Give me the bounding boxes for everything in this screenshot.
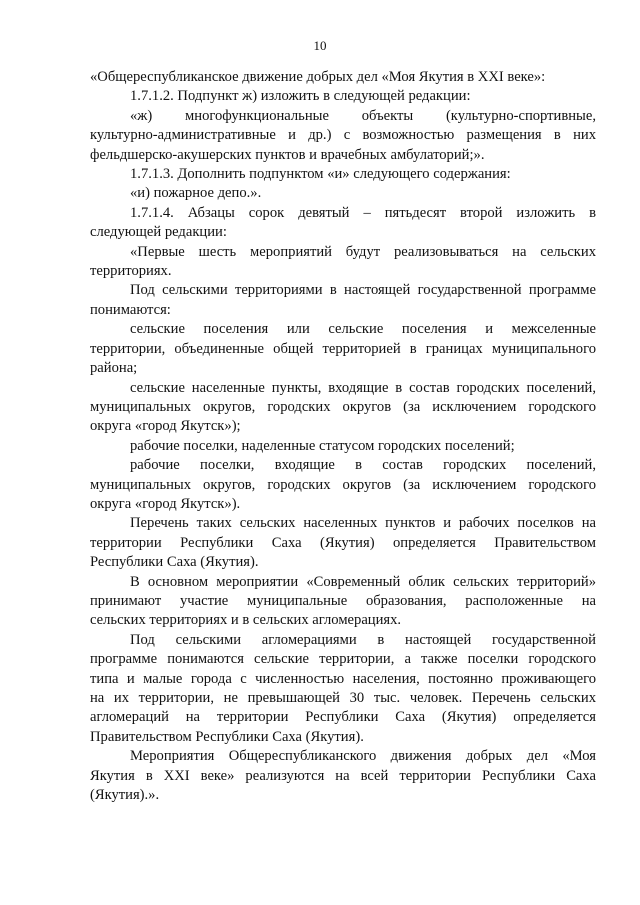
paragraph <box>90 204 596 243</box>
paragraph-line: агломераций на территории Республики Саха (Якутия) определяется <box>90 709 596 726</box>
paragraph <box>90 281 596 320</box>
paragraph-line: сельские поселения или сельские поселения и межселенные <box>130 321 596 338</box>
paragraph-line: рабочие поселки, входящие в состав городских поселений, <box>130 457 596 474</box>
paragraph-line: «и) пожарное депо.». <box>130 185 262 202</box>
paragraph-line: 1.7.1.2. Подпункт ж) изложить в следующей редакции: <box>130 88 471 105</box>
paragraph-line: рабочие поселки, наделенные статусом городских поселений; <box>130 437 515 454</box>
paragraph-line: Мероприятия Общереспубликанского движения добрых дел «Моя <box>130 748 596 765</box>
paragraph-line: муниципальных округов, городских округов (за исключением городского <box>90 398 596 415</box>
paragraph-line: принимают участие муниципальные образования, расположенные на <box>90 592 596 609</box>
paragraph-line: следующей редакции: <box>90 224 227 241</box>
paragraph <box>90 514 596 572</box>
paragraph <box>90 437 596 456</box>
paragraph-line: Под сельскими территориями в настоящей государственной программе <box>130 282 596 299</box>
paragraph-line: Правительством Республики Саха (Якутия). <box>90 728 364 745</box>
paragraph-line: округа «город Якутск»). <box>90 495 241 512</box>
paragraph <box>90 87 596 106</box>
paragraph-line: «Общереспубликанское движение добрых дел «Моя Якутия в XXI веке»: <box>90 69 546 85</box>
paragraph-line: 1.7.1.4. Абзацы сорок девятый – пятьдесят второй изложить в <box>130 204 596 221</box>
paragraph-line: сельских территориях и в сельских агломерациях. <box>90 612 402 629</box>
paragraph-line: «ж) многофункциональные объекты (культурно-спортивные, <box>130 107 596 124</box>
paragraph-line: «Первые шесть мероприятий будут реализовываться на сельских <box>130 243 596 260</box>
paragraph <box>90 747 596 805</box>
paragraph <box>90 631 596 747</box>
page-number: 10 <box>313 38 327 53</box>
paragraph-line: В основном мероприятии «Современный облик сельских территорий» <box>130 573 596 590</box>
paragraph-line: культурно-административные и др.) с возможностью размещения в них <box>90 127 596 144</box>
paragraph-line: на их территории, не превышающей 30 тыс. человек. Перечень сельских <box>90 690 596 706</box>
paragraph <box>90 68 596 87</box>
paragraph-line: Якутия в XXI веке» реализуются на всей территории Республики Саха <box>90 767 596 784</box>
paragraph-line: района; <box>90 360 138 377</box>
paragraph-line: 1.7.1.3. Дополнить подпунктом «и» следующего содержания: <box>130 166 511 183</box>
paragraph-line: территории Республики Саха (Якутия) определяется Правительством <box>90 534 596 551</box>
paragraph <box>90 107 596 165</box>
paragraph <box>90 379 596 437</box>
paragraph <box>90 184 596 203</box>
paragraph <box>90 165 596 184</box>
paragraph-line: округа «город Якутск»); <box>90 418 241 435</box>
paragraph-line: Под сельскими агломерациями в настоящей государственной <box>130 631 596 648</box>
paragraph-line: понимаются: <box>90 301 171 318</box>
paragraph <box>90 320 596 378</box>
paragraph-line: (Якутия).». <box>90 787 160 804</box>
paragraph-line: фельдшерско-акушерских пунктов и врачебных амбулаторий;». <box>90 146 485 163</box>
paragraph <box>90 456 596 514</box>
paragraph-line: территории, объединенные общей территорией в границах муниципального <box>90 340 596 357</box>
paragraph <box>90 573 596 631</box>
paragraph-line: территориях. <box>90 263 172 280</box>
paragraph-line: сельские населенные пункты, входящие в состав городских поселений, <box>130 379 596 396</box>
paragraph-line: Перечень таких сельских населенных пунктов и рабочих поселков на <box>130 515 596 532</box>
paragraph-line: программе понимаются сельские территории, а также поселки городского <box>90 651 596 668</box>
paragraph <box>90 243 596 282</box>
document-body <box>90 68 596 805</box>
paragraph-line: муниципальных округов, городских округов (за исключением городского <box>90 476 596 493</box>
paragraph-line: типа и малые города с численностью населения, постоянно проживающего <box>90 670 596 687</box>
paragraph-line: Республики Саха (Якутия). <box>90 554 259 571</box>
